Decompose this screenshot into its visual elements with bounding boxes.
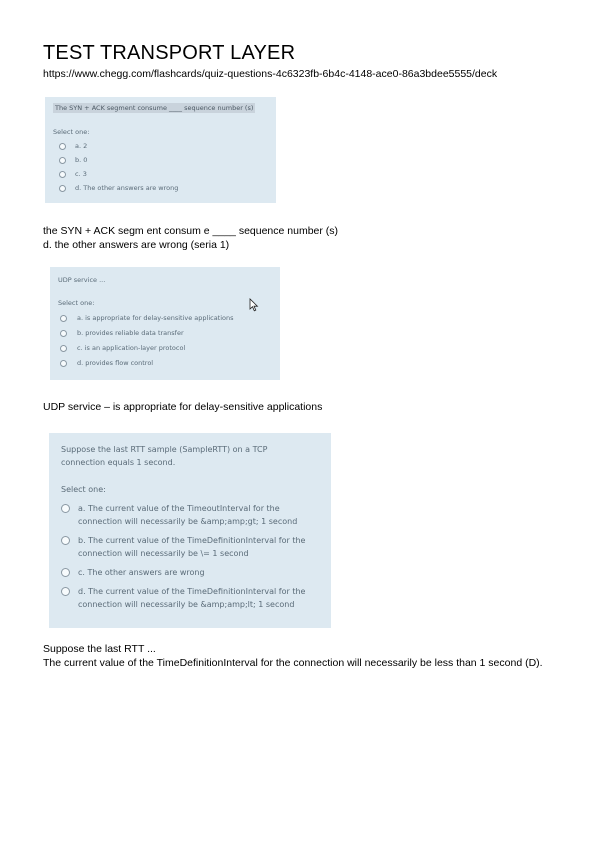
option-label: c. 3 (75, 170, 87, 178)
quiz-question-line: Suppose the last RTT sample (SampleRTT) on a TCP (61, 445, 268, 454)
select-one-label: Select one: (58, 299, 95, 307)
option-label: c. The other answers are wrong (78, 568, 205, 577)
quiz-option (59, 170, 268, 178)
answer-question-line: the SYN + ACK segm ent consum e ____ sequence number (s) (43, 225, 339, 237)
option-label: d. provides flow control (77, 359, 154, 367)
quiz-option (59, 156, 268, 164)
answer-text-line: UDP service – is appropriate for delay-sensitive applications (43, 401, 323, 413)
radio-icon (61, 587, 70, 596)
radio-icon (59, 171, 66, 178)
quiz-screenshot-syn-ack (45, 97, 276, 203)
radio-icon (61, 536, 70, 545)
radio-icon (60, 330, 67, 337)
option-label: a. The current value of the TimeoutInterval for the connection will necessarily be &amp;amp;gt; 1 second (78, 504, 298, 526)
option-label: b. The current value of the TimeDefinitionInterval for the connection will necessarily be \= 1 second (78, 536, 306, 558)
quiz-option (60, 329, 272, 337)
quiz-screenshot-rtt (49, 433, 331, 628)
option-label: b. 0 (75, 156, 88, 164)
answer-text-line: d. the other answers are wrong (seria 1) (43, 239, 230, 251)
quiz-option (59, 184, 268, 192)
quiz-option (60, 344, 272, 352)
mouse-cursor-icon (249, 298, 259, 312)
select-one-label: Select one: (61, 485, 106, 494)
quiz-question: UDP service ... (58, 276, 106, 284)
radio-icon (60, 315, 67, 322)
radio-icon (59, 185, 66, 192)
document-title: TEST TRANSPORT LAYER (43, 42, 296, 64)
radio-icon (61, 568, 70, 577)
quiz-option (61, 566, 319, 579)
quiz-option (61, 585, 319, 611)
quiz-option (61, 534, 319, 560)
option-label: d. The current value of the TimeDefinitionInterval for the connection will necessarily be &amp;amp;lt; 1 second (78, 587, 306, 609)
quiz-question: The SYN + ACK segment consume ____ sequence number (s) (55, 104, 254, 112)
select-one-label: Select one: (53, 128, 90, 136)
answer-block-2 (43, 400, 563, 414)
quiz-question-line: connection equals 1 second. (61, 458, 176, 467)
source-url[interactable]: https://www.chegg.com/flashcards/quiz-questions-4c6323fb-6b4c-4148-ace0-86a3bdee5555/deck (43, 68, 498, 80)
option-label: a. is appropriate for delay-sensitive applications (77, 314, 234, 322)
answer-text-line: The current value of the TimeDefinitionInterval for the connection will necessarily be less than 1 second (D). (43, 657, 543, 669)
radio-icon (60, 345, 67, 352)
quiz-option (60, 359, 272, 367)
quiz-screenshot-udp (50, 267, 280, 380)
answer-block-3 (43, 642, 563, 670)
quiz-option (61, 502, 319, 528)
option-label: d. The other answers are wrong (75, 184, 179, 192)
radio-icon (60, 360, 67, 367)
answer-block-1 (43, 224, 563, 252)
answer-question-line: Suppose the last RTT ... (43, 643, 156, 655)
quiz-option (59, 142, 268, 150)
option-label: a. 2 (75, 142, 88, 150)
quiz-option (60, 314, 272, 322)
radio-icon (59, 157, 66, 164)
option-label: b. provides reliable data transfer (77, 329, 184, 337)
radio-icon (61, 504, 70, 513)
radio-icon (59, 143, 66, 150)
option-label: c. is an application-layer protocol (77, 344, 186, 352)
